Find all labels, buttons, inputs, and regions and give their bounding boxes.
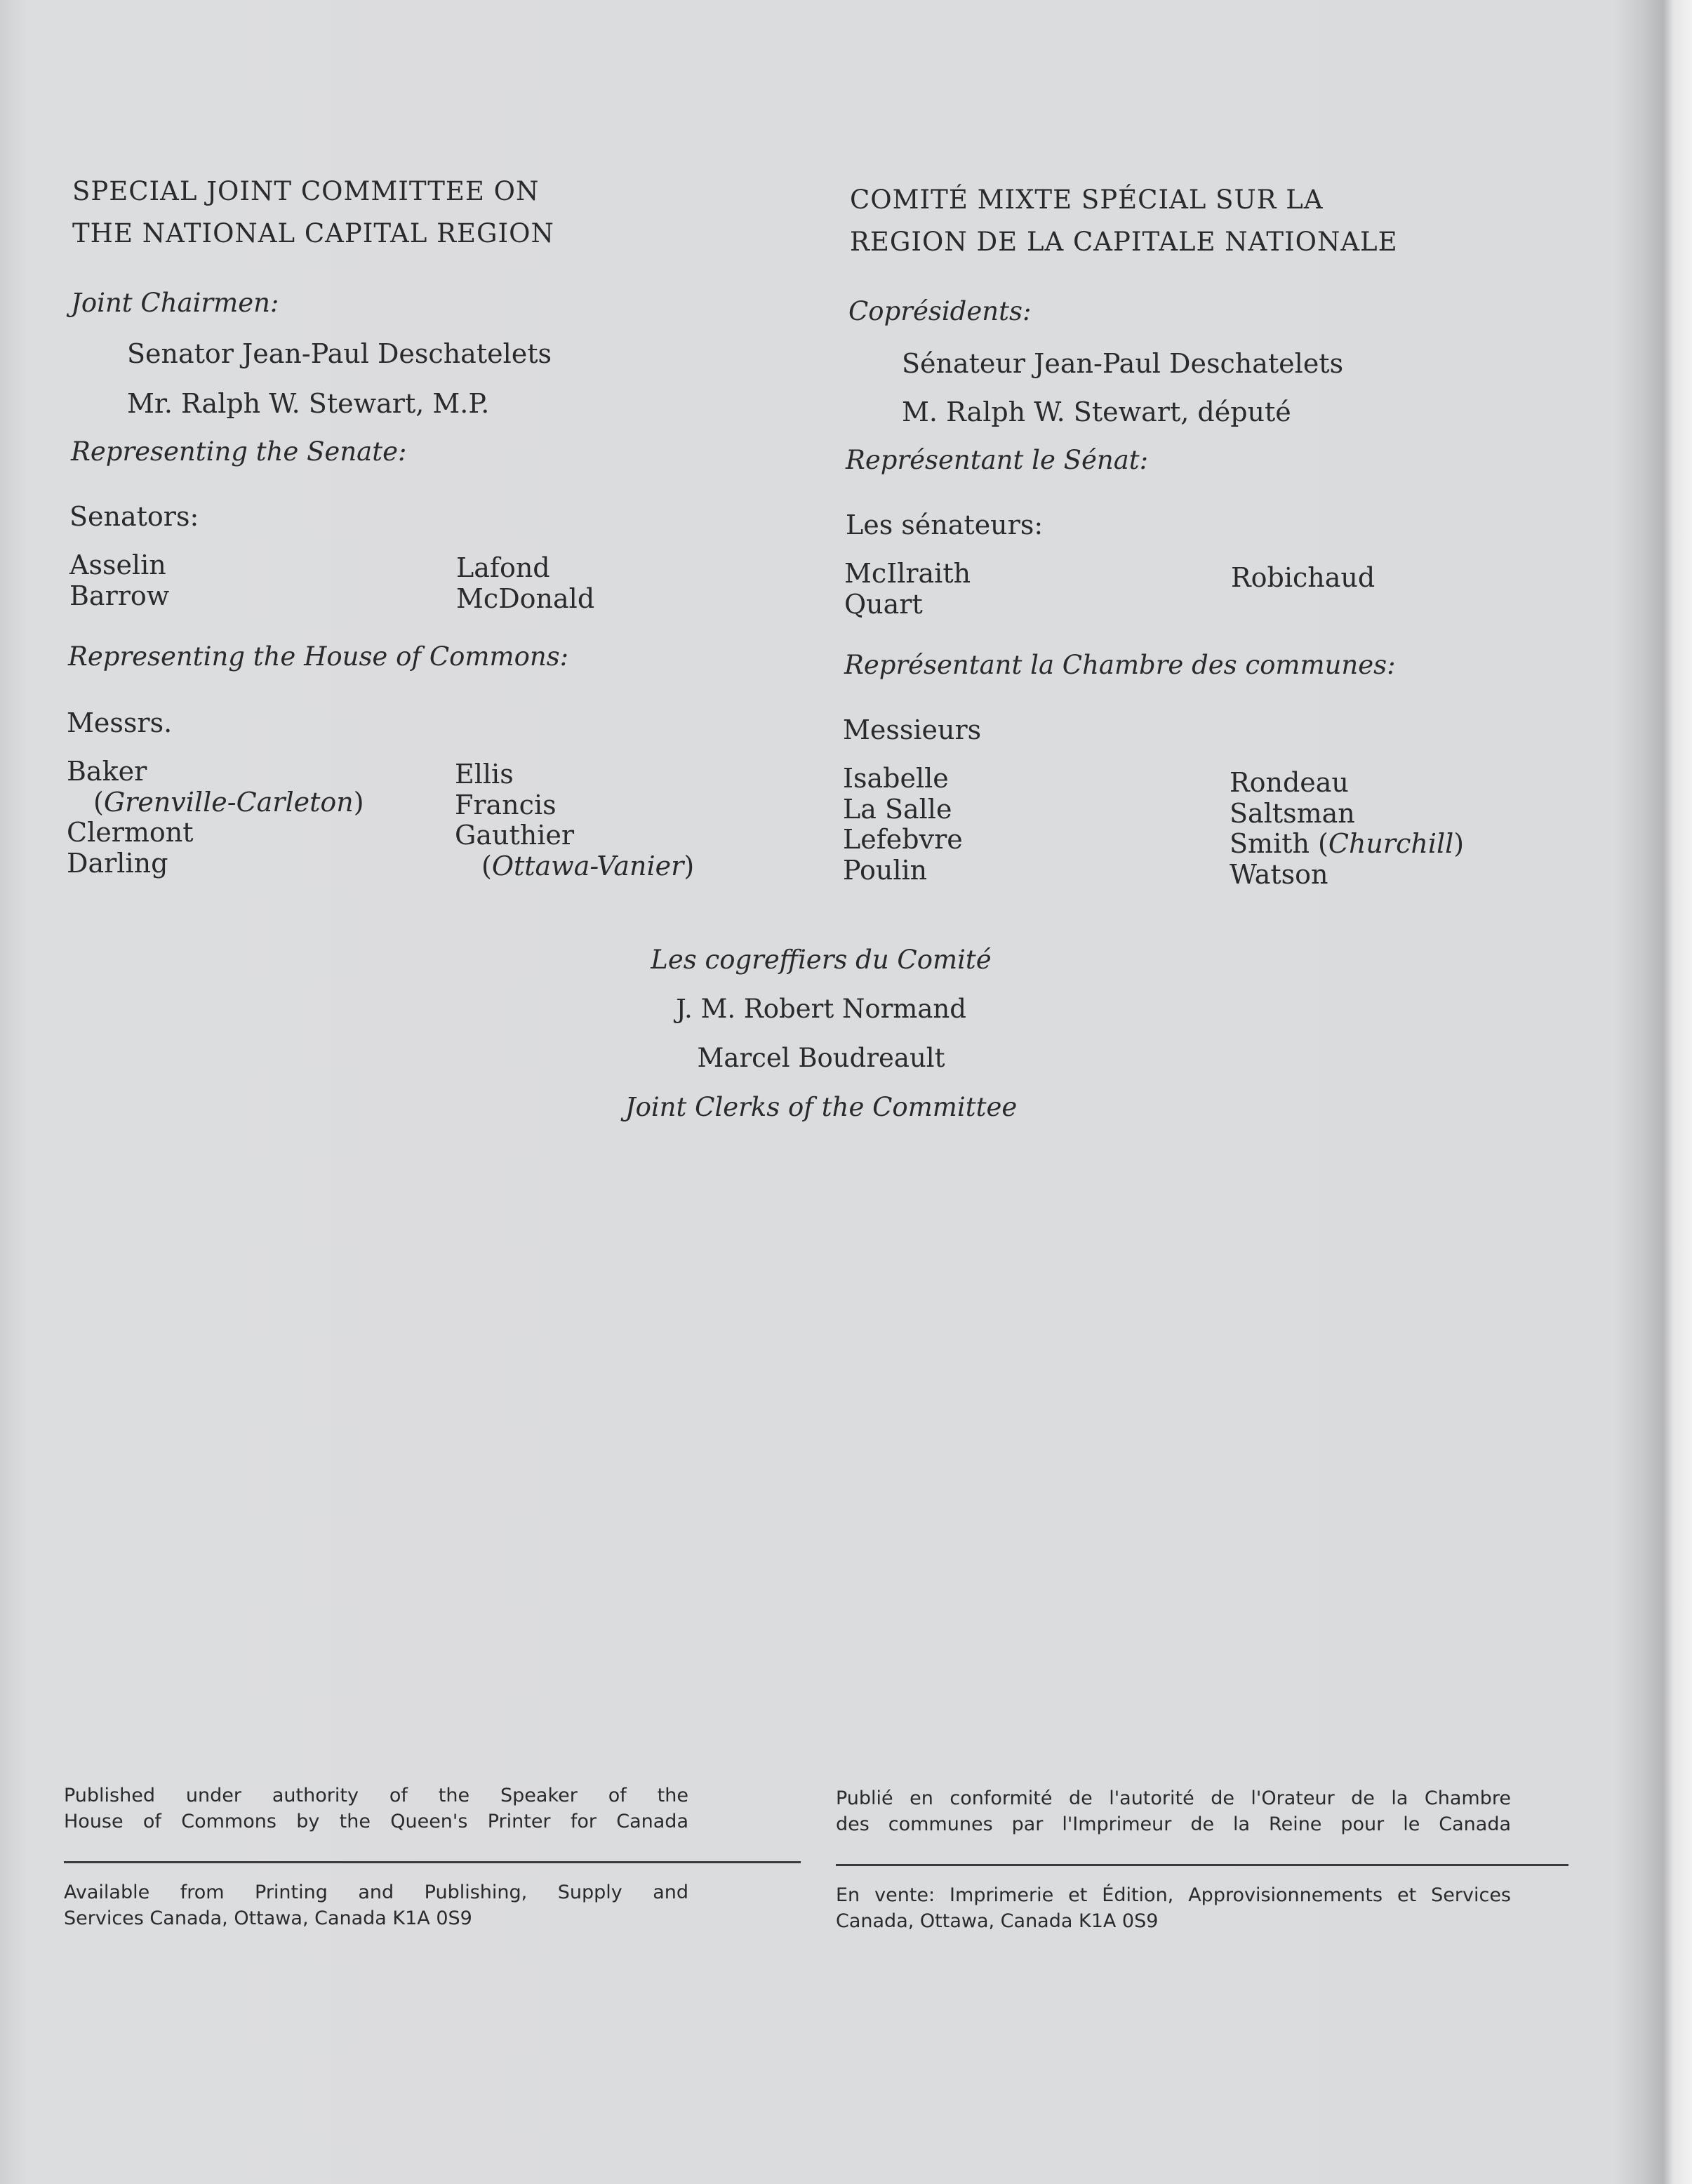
list-item: Francis xyxy=(455,789,557,820)
french-title-line-2: REGION DE LA CAPITALE NATIONALE xyxy=(850,227,1398,257)
french-senators-col-2 xyxy=(1231,563,1375,594)
english-chairman-1: Senator Jean-Paul Deschatelets xyxy=(127,338,552,369)
french-chairman-2: M. Ralph W. Stewart, député xyxy=(902,397,1291,427)
english-senators-heading: Senators: xyxy=(69,501,199,532)
french-chairmen-label: Coprésidents: xyxy=(848,296,1032,326)
footer-published-fr xyxy=(836,1785,1511,1837)
list-item: Isabelle xyxy=(843,763,949,794)
footer-available-fr xyxy=(836,1882,1511,1934)
riding-name: Grenville-Carleton xyxy=(103,786,354,818)
english-commons-label: Representing the House of Commons: xyxy=(68,641,569,672)
list-item-riding: (Grenville-Carleton) xyxy=(93,786,364,818)
list-item: Watson xyxy=(1230,858,1328,890)
list-item: Ellis xyxy=(455,759,514,790)
list-item: Quart xyxy=(844,588,923,620)
riding-name: Ottawa-Vanier xyxy=(491,850,684,881)
english-senate-label: Representing the Senate: xyxy=(71,437,407,467)
footer-line: En vente: Imprimerie et Édition, Approvisionnements et Services xyxy=(836,1884,1511,1906)
footer-line: Published under authority of the Speaker of the xyxy=(64,1785,688,1806)
english-members-col-2 xyxy=(455,759,694,881)
french-commons-label: Représentant la Chambre des communes: xyxy=(844,650,1396,680)
english-senators-col-2 xyxy=(456,553,594,614)
list-item: Clermont xyxy=(67,817,194,848)
clerks-label-fr: Les cogreffiers du Comité xyxy=(651,945,992,975)
footer-rule-right xyxy=(836,1864,1568,1866)
list-item: Baker xyxy=(67,756,147,787)
french-messieurs-heading: Messieurs xyxy=(843,714,982,745)
footer-line: Publié en conformité de l'autorité de l'Orateur de la Chambre xyxy=(836,1787,1511,1809)
french-senators-col-1 xyxy=(844,559,971,620)
list-item: Barrow xyxy=(69,580,170,611)
footer-line: Available from Printing and Publishing, Supply and xyxy=(64,1882,688,1903)
list-item: Darling xyxy=(67,847,168,879)
english-title-line-2: THE NATIONAL CAPITAL REGION xyxy=(72,218,554,248)
list-item: Smith (Churchill) xyxy=(1230,828,1465,859)
riding-name: Churchill xyxy=(1328,828,1454,859)
english-chairman-2: Mr. Ralph W. Stewart, M.P. xyxy=(127,388,490,419)
french-members-col-2 xyxy=(1230,768,1464,890)
footer-published-en xyxy=(64,1783,688,1835)
english-chairmen-label: Joint Chairmen: xyxy=(71,288,279,318)
footer-line: Canada, Ottawa, Canada K1A 0S9 xyxy=(836,1910,1159,1932)
footer-rule-left xyxy=(64,1861,801,1863)
list-item: Asselin xyxy=(69,550,166,580)
english-senators-col-1 xyxy=(69,550,169,611)
list-item: Gauthier xyxy=(455,820,575,851)
list-item: Saltsman xyxy=(1230,797,1355,829)
list-item-riding: (Ottawa-Vanier) xyxy=(481,850,695,881)
french-chairman-1: Sénateur Jean-Paul Deschatelets xyxy=(902,348,1344,379)
list-item: La Salle xyxy=(843,793,952,825)
clerk-2: Marcel Boudreault xyxy=(697,1043,945,1073)
footer-line: des communes par l'Imprimeur de la Reine pour le Canada xyxy=(836,1813,1511,1835)
french-senators-heading: Les sénateurs: xyxy=(846,510,1044,540)
english-messrs-heading: Messrs. xyxy=(67,707,173,738)
list-item: McIlraith xyxy=(844,558,971,589)
list-item: Lefebvre xyxy=(843,824,963,855)
english-title-line-1: SPECIAL JOINT COMMITTEE ON xyxy=(72,176,540,206)
french-committee-title xyxy=(850,179,1398,263)
clerk-1: J. M. Robert Normand xyxy=(676,994,966,1024)
list-item: Rondeau xyxy=(1230,767,1349,798)
member-name: Smith xyxy=(1230,828,1310,859)
list-item: Robichaud xyxy=(1231,562,1375,593)
list-item: Lafond xyxy=(456,552,550,583)
english-committee-title xyxy=(72,171,554,255)
french-members-col-1 xyxy=(843,764,963,886)
french-title-line-1: COMITÉ MIXTE SPÉCIAL SUR LA xyxy=(850,185,1324,215)
french-senate-label: Représentant le Sénat: xyxy=(846,445,1149,475)
footer-line: Services Canada, Ottawa, Canada K1A 0S9 xyxy=(64,1907,472,1929)
clerks-label-en: Joint Clerks of the Committee xyxy=(625,1092,1018,1122)
english-members-col-1 xyxy=(67,757,364,879)
list-item: Poulin xyxy=(843,854,928,886)
list-item: McDonald xyxy=(456,582,595,614)
footer-available-en xyxy=(64,1879,688,1931)
footer-line: House of Commons by the Queen's Printer for Canada xyxy=(64,1811,688,1832)
